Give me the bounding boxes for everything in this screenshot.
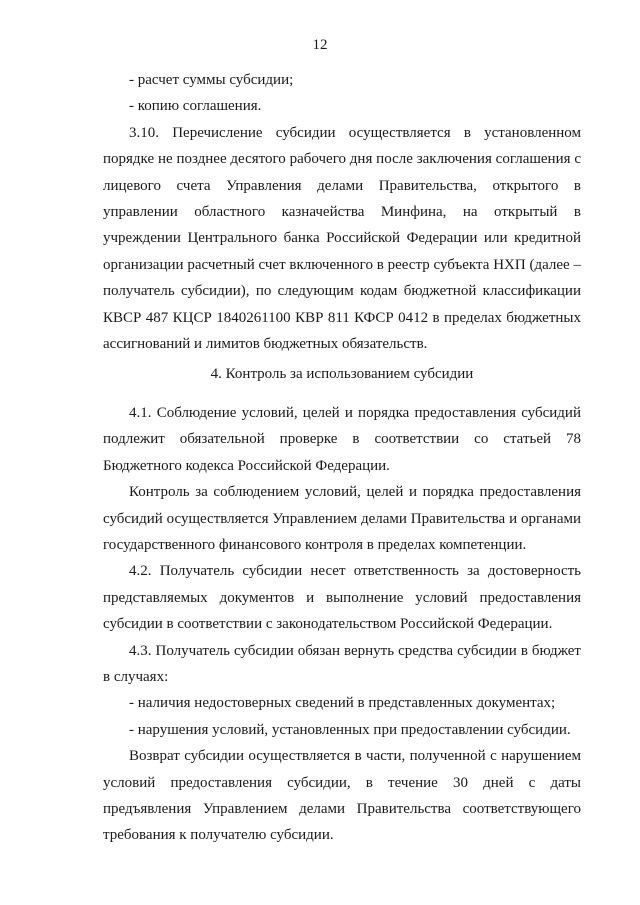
document-body — [103, 67, 581, 849]
list-item-subsidy-calculation: - расчет суммы субсидии; — [129, 72, 294, 88]
section-heading-4: 4. Контроль за использованием субсидии — [210, 366, 474, 383]
paragraph-4-3: 4.3. Получатель субсидии обязан вернуть средства субсидии в бюджет в случаях: — [103, 642, 581, 685]
page-number: 12 — [312, 37, 328, 53]
list-item-false-information: - наличия недостоверных сведений в представленных документах; — [129, 695, 556, 712]
paragraph-4-1: 4.1. Соблюдение условий, целей и порядка предоставления субсидий подлежит обязательной проверке в соответствии со статьей 78 Бюджетного кодекса Российской Федерации. — [103, 404, 581, 474]
paragraph-refund: Возврат субсидии осуществляется в части, полученной с нарушением условий предоставления субсидии, в течение 30 дней с даты предъявления Управлением делами Правительства соответствующего требования к получателю субсидии. — [103, 748, 581, 844]
paragraph-control: Контроль за соблюдением условий, целей и порядка предоставления субсидий осуществляется Управлением делами Правительства и органами государственного финансового контроля в пределах компетенции. — [103, 484, 581, 553]
paragraph-3-10: 3.10. Перечисление субсидии осуществляется в установленном порядке не позднее десятого рабочего дня после заключения соглашения с лицевого счета Управления делами Правительства, открытого в управлении областного казначейства Минфина, на открытый в учреждении Центрального банка Российской Федерации или кредитной организации расчетный счет включенного в реестр субъекта НХП (далее – получатель субсидии), по следующим кодам бюджетной классификации КВСР 487 КЦСР 1840261100 КВР 811 КФСР 0412 в пределах бюджетных ассигнований и лимитов бюджетных обязательств. — [103, 124, 581, 353]
paragraph-4-2: 4.2. Получатель субсидии несет ответственность за достоверность представляемых документов и выполнение условий предоставления субсидии в соответствии с законодательством Российской Федерации. — [103, 563, 581, 633]
list-item-agreement-copy: - копию соглашения. — [129, 98, 262, 115]
list-item-violation-of-conditions: - нарушения условий, установленных при предоставлении субсидии. — [129, 721, 571, 738]
